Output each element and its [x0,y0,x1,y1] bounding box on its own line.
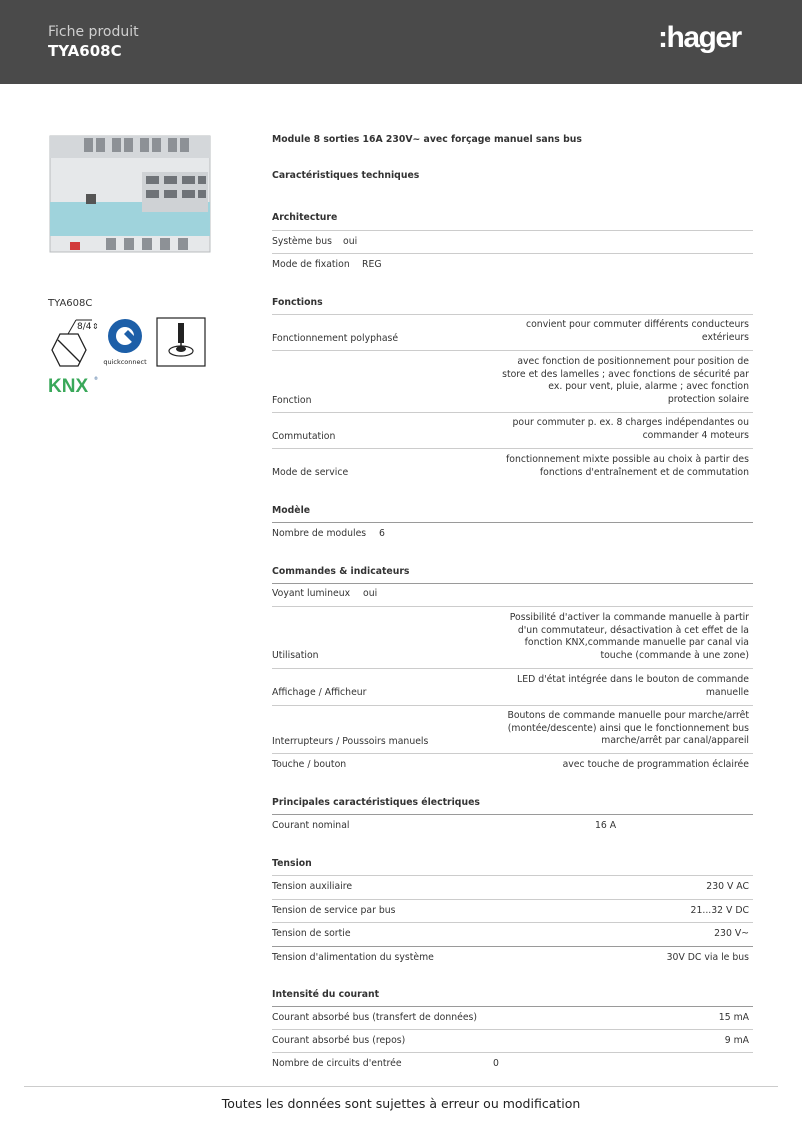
spec-label: Tension d'alimentation du système [272,952,434,963]
page-header [0,0,802,84]
divider [272,875,753,876]
spec-label: Fonction [272,395,312,406]
divider [272,448,753,449]
spec-value: 21...32 V DC [690,905,749,916]
footer-disclaimer: Toutes les données sont sujettes à erreur ou modification [221,1096,581,1111]
spec-label: Tension de service par bus [272,905,396,916]
spec-label: Courant absorbé bus (transfert de données) [272,1012,478,1023]
spec-label: Mode de service [272,467,349,478]
divider [272,314,753,315]
divider [272,814,753,815]
divider [272,922,753,923]
spec-value-multiline: fonctionnement mixte possible au choix à partir des fonctions d'entraînement et de commutation [506,454,749,478]
spec-value: avec touche de programmation éclairée [562,759,749,770]
output-channel-icon [48,316,98,368]
spec-label: Tension auxiliaire [272,881,353,892]
divider [272,522,753,523]
spec-label: Interrupteurs / Poussoirs manuels [272,736,429,747]
knx-label: KNX [48,376,89,397]
svg-text:®: ® [94,376,98,381]
spec-value-multiline: avec fonction de positionnement pour position de store et des lamelles ; avec fonctions de sécurité par ex. pour vent, pluie, alarme ; avec fonction protection solaire [502,356,749,405]
header-subtitle: Fiche produit [48,24,139,40]
product-reference-label: TYA608C [48,298,93,309]
spec-value: 0 [493,1058,499,1069]
product-title: Module 8 sorties 16A 230V~ avec forçage manuel sans bus [272,134,582,145]
output-channel-label: 8/4 [77,322,92,332]
electriques-heading: Principales caractéristiques électriques [272,797,480,808]
spec-value: 230 V~ [714,928,749,939]
specs-heading: Caractéristiques techniques [272,170,420,181]
spec-value-multiline: pour commuter p. ex. 8 charges indépendantes ou commander 4 moteurs [512,417,749,441]
divider [272,753,753,754]
spec-value: 16 A [595,820,617,831]
spec-value-multiline: convient pour commuter différents conducteurs extérieurs [526,319,749,343]
quickconnect-label: quickconnect [103,358,147,366]
spec-value: 15 mA [718,1012,749,1023]
spec-value: 9 mA [724,1035,749,1046]
spec-value: 6 [379,528,385,539]
divider [272,1052,753,1053]
tension-heading: Tension [272,858,312,869]
divider [272,946,753,947]
spec-value-multiline: Possibilité d'activer la commande manuelle à partir d'un commutateur, désactivation à cet effet de la fonction KNX,commande manuelle par canal via touche (commande à une zone) [509,612,749,661]
divider [272,668,753,669]
quickconnect-icon [102,316,148,368]
divider [272,583,753,584]
spec-label: Utilisation [272,650,319,661]
divider [272,1006,753,1007]
divider [272,1029,753,1030]
spec-label: Mode de fixation [272,259,350,270]
intensite-heading: Intensité du courant [272,989,380,1000]
spec-label: Fonctionnement polyphasé [272,333,399,344]
spec-value: REG [362,259,382,270]
header-reference: TYA608C [48,42,122,60]
spec-label: Système bus [272,236,332,247]
commandes-heading: Commandes & indicateurs [272,566,410,577]
spec-value: oui [363,588,378,599]
divider [272,412,753,413]
footer-divider [24,1086,778,1087]
spec-label: Affichage / Afficheur [272,687,367,698]
spec-label: Nombre de circuits d'entrée [272,1058,402,1069]
spec-label: Commutation [272,431,336,442]
spec-label: Tension de sortie [272,928,351,939]
spec-value: 230 V AC [706,881,749,892]
divider [272,606,753,607]
hager-logo: :hager [658,21,741,54]
spec-value-multiline: Boutons de commande manuelle pour marche/arrêt (montée/descente) ainsi que le fonctionnement bus marche/arrêt par canal/appareil [507,710,749,746]
spec-value: oui [343,236,358,247]
architecture-heading: Architecture [272,212,338,223]
divider [272,899,753,900]
knx-logo-icon [47,372,99,396]
divider [272,253,753,254]
spec-label: Courant nominal [272,820,350,831]
spec-label: Courant absorbé bus (repos) [272,1035,406,1046]
fonctions-heading: Fonctions [272,297,323,308]
spec-label: Touche / bouton [272,759,347,770]
divider [272,705,753,706]
svg-text:⇕: ⇕ [92,322,99,331]
divider [272,230,753,231]
modele-heading: Modèle [272,505,311,516]
spec-label: Voyant lumineux [272,588,351,599]
spec-label: Nombre de modules [272,528,367,539]
screwdriver-icon [156,317,206,367]
spec-value-multiline: LED d'état intégrée dans le bouton de commande manuelle [517,674,749,698]
divider [272,350,753,351]
product-image [46,130,216,262]
spec-value: 30V DC via le bus [666,952,749,963]
